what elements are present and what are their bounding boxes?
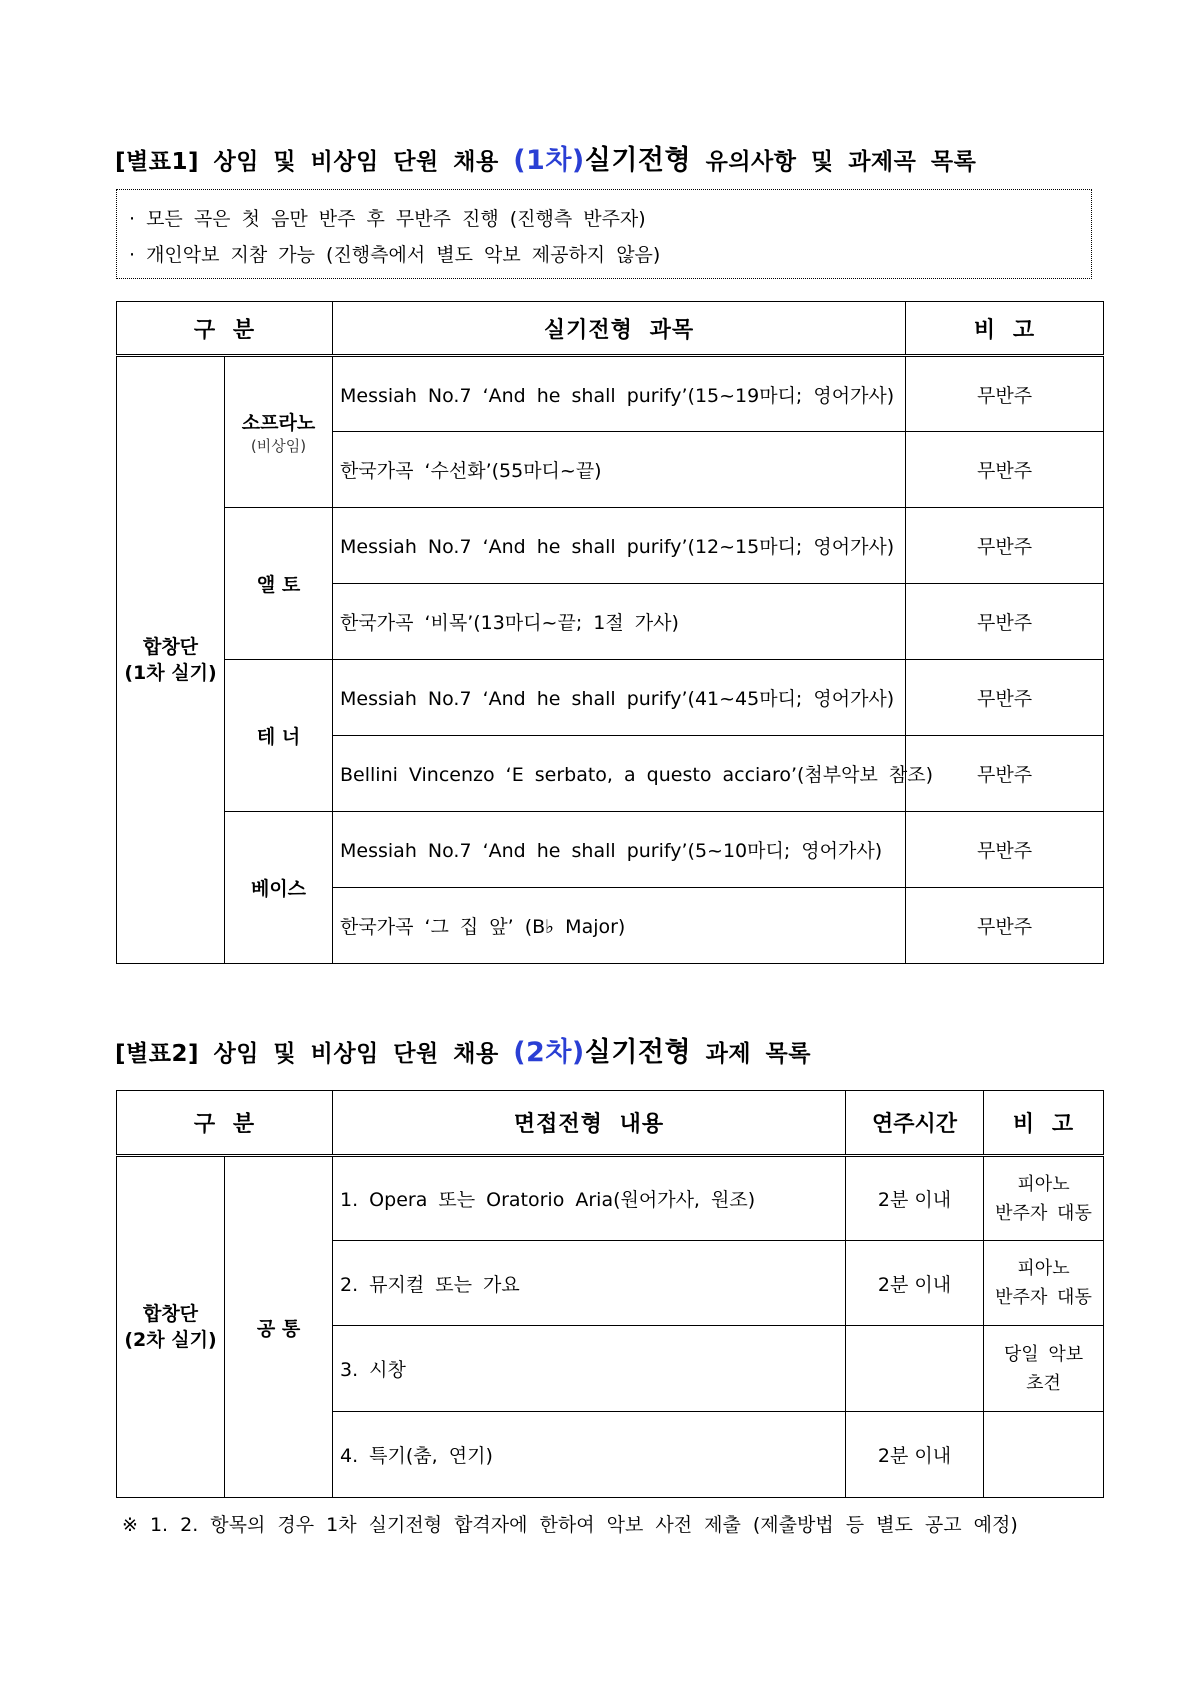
remark-cell: 무반주: [906, 356, 1104, 432]
group-sub-label: (1차 실기): [124, 662, 217, 684]
remark-cell: [984, 1326, 1104, 1412]
header-remark: 비 고: [984, 1091, 1104, 1156]
remark-line: 반주자 대동: [995, 1202, 1092, 1224]
header-category: 구 분: [117, 1091, 333, 1156]
remark-line: 반주자 대동: [995, 1287, 1092, 1308]
part-cell-alto: 앨 토: [225, 508, 333, 660]
table1-header-row: [117, 302, 1104, 356]
table1-title-suffix: 유의사항 및 과제곡 목록: [705, 149, 977, 175]
remark-cell: [984, 1241, 1104, 1326]
table2: [116, 1090, 1104, 1498]
remark-cell: 무반주: [906, 888, 1104, 964]
subject-cell: Messiah No.7 ‘And he shall purify’(15~19마디; 영어가사): [333, 356, 906, 432]
group-cell: [117, 1156, 225, 1498]
remark-cell: [984, 1412, 1104, 1498]
footnote: ※ 1. 2. 항목의 경우 1차 실기전형 합격자에 한하여 악보 사전 제출 (제출방법 등 별도 공고 예정): [122, 1514, 1018, 1536]
table2-header-row: [117, 1091, 1104, 1156]
group-sub-label: (2차 실기): [124, 1329, 217, 1351]
time-cell: 2분 이내: [846, 1412, 984, 1498]
remark-cell: 무반주: [906, 660, 1104, 736]
remark-line: 피아노: [1017, 1173, 1070, 1195]
note-item: · 모든 곡은 첫 음만 반주 후 무반주 진행 (진행측 반주자): [129, 208, 646, 230]
part-cell-soprano: [225, 356, 333, 508]
table1-notes-box: [116, 189, 1092, 279]
header-time: 연주시간: [846, 1091, 984, 1156]
table1-title-round: (1차): [513, 145, 585, 176]
part-cell-bass: 베이스: [225, 812, 333, 964]
remark-cell: 무반주: [906, 432, 1104, 508]
table1-title-prefix: [별표1] 상임 및 비상임 단원 채용: [115, 149, 499, 175]
table1: [116, 301, 1104, 964]
table-row: [117, 356, 1104, 432]
table2-title-mid: 실기전형: [584, 1037, 692, 1068]
header-category: 구 분: [117, 302, 333, 356]
subject-cell: 한국가곡 ‘비목’(13마디~끝; 1절 가사): [333, 584, 906, 660]
time-cell: 2분 이내: [846, 1241, 984, 1326]
table2-title-round: (2차): [513, 1037, 585, 1068]
header-remark: 비 고: [906, 302, 1104, 356]
group-cell: [117, 356, 225, 964]
note-item: · 개인악보 지참 가능 (진행측에서 별도 악보 제공하지 않음): [129, 244, 661, 266]
group-label: 합창단: [142, 1303, 199, 1325]
remark-line: 초견: [1026, 1372, 1061, 1394]
remark-cell: 무반주: [906, 812, 1104, 888]
table-row: [117, 660, 1104, 736]
remark-cell: 무반주: [906, 736, 1104, 812]
table-row: [117, 812, 1104, 888]
subject-cell: Bellini Vincenzo ‘E serbato, a questo acciaro’(첨부악보 참조): [333, 736, 906, 812]
table2-title-suffix: 과제 목록: [705, 1041, 811, 1067]
remark-line: 당일 악보: [1003, 1343, 1084, 1365]
subject-cell: 한국가곡 ‘수선화’(55마디~끝): [333, 432, 906, 508]
subject-cell: Messiah No.7 ‘And he shall purify’(41~45마디; 영어가사): [333, 660, 906, 736]
time-cell: [846, 1326, 984, 1412]
remark-cell: [984, 1156, 1104, 1241]
table-row: [117, 1156, 1104, 1241]
part-sub: (비상임): [250, 437, 307, 455]
header-subject: 실기전형 과목: [333, 302, 906, 356]
time-cell: 2분 이내: [846, 1156, 984, 1241]
part-name: 소프라노: [241, 412, 316, 434]
remark-cell: 무반주: [906, 584, 1104, 660]
table-row: [117, 508, 1104, 584]
header-content: 면접전형 내용: [333, 1091, 846, 1156]
subject-cell: Messiah No.7 ‘And he shall purify’(12~15마디; 영어가사): [333, 508, 906, 584]
remark-cell: 무반주: [906, 508, 1104, 584]
part-cell-tenor: 테 너: [225, 660, 333, 812]
subject-cell: 한국가곡 ‘그 집 앞’ (B♭ Major): [333, 888, 906, 964]
content-cell: 2. 뮤지컬 또는 가요: [333, 1241, 846, 1326]
table1-title-mid: 실기전형: [584, 145, 692, 176]
content-cell: 4. 특기(춤, 연기): [333, 1412, 846, 1498]
subject-cell: Messiah No.7 ‘And he shall purify’(5~10마디; 영어가사): [333, 812, 906, 888]
table1-title: [115, 138, 976, 177]
part-cell-common: 공 통: [225, 1156, 333, 1498]
table2-title-prefix: [별표2] 상임 및 비상임 단원 채용: [115, 1041, 499, 1067]
group-label: 합창단: [142, 636, 199, 658]
remark-line: 피아노: [1017, 1258, 1070, 1279]
content-cell: 3. 시창: [333, 1326, 846, 1412]
table2-title: [115, 1030, 811, 1069]
content-cell: 1. Opera 또는 Oratorio Aria(원어가사, 원조): [333, 1156, 846, 1241]
